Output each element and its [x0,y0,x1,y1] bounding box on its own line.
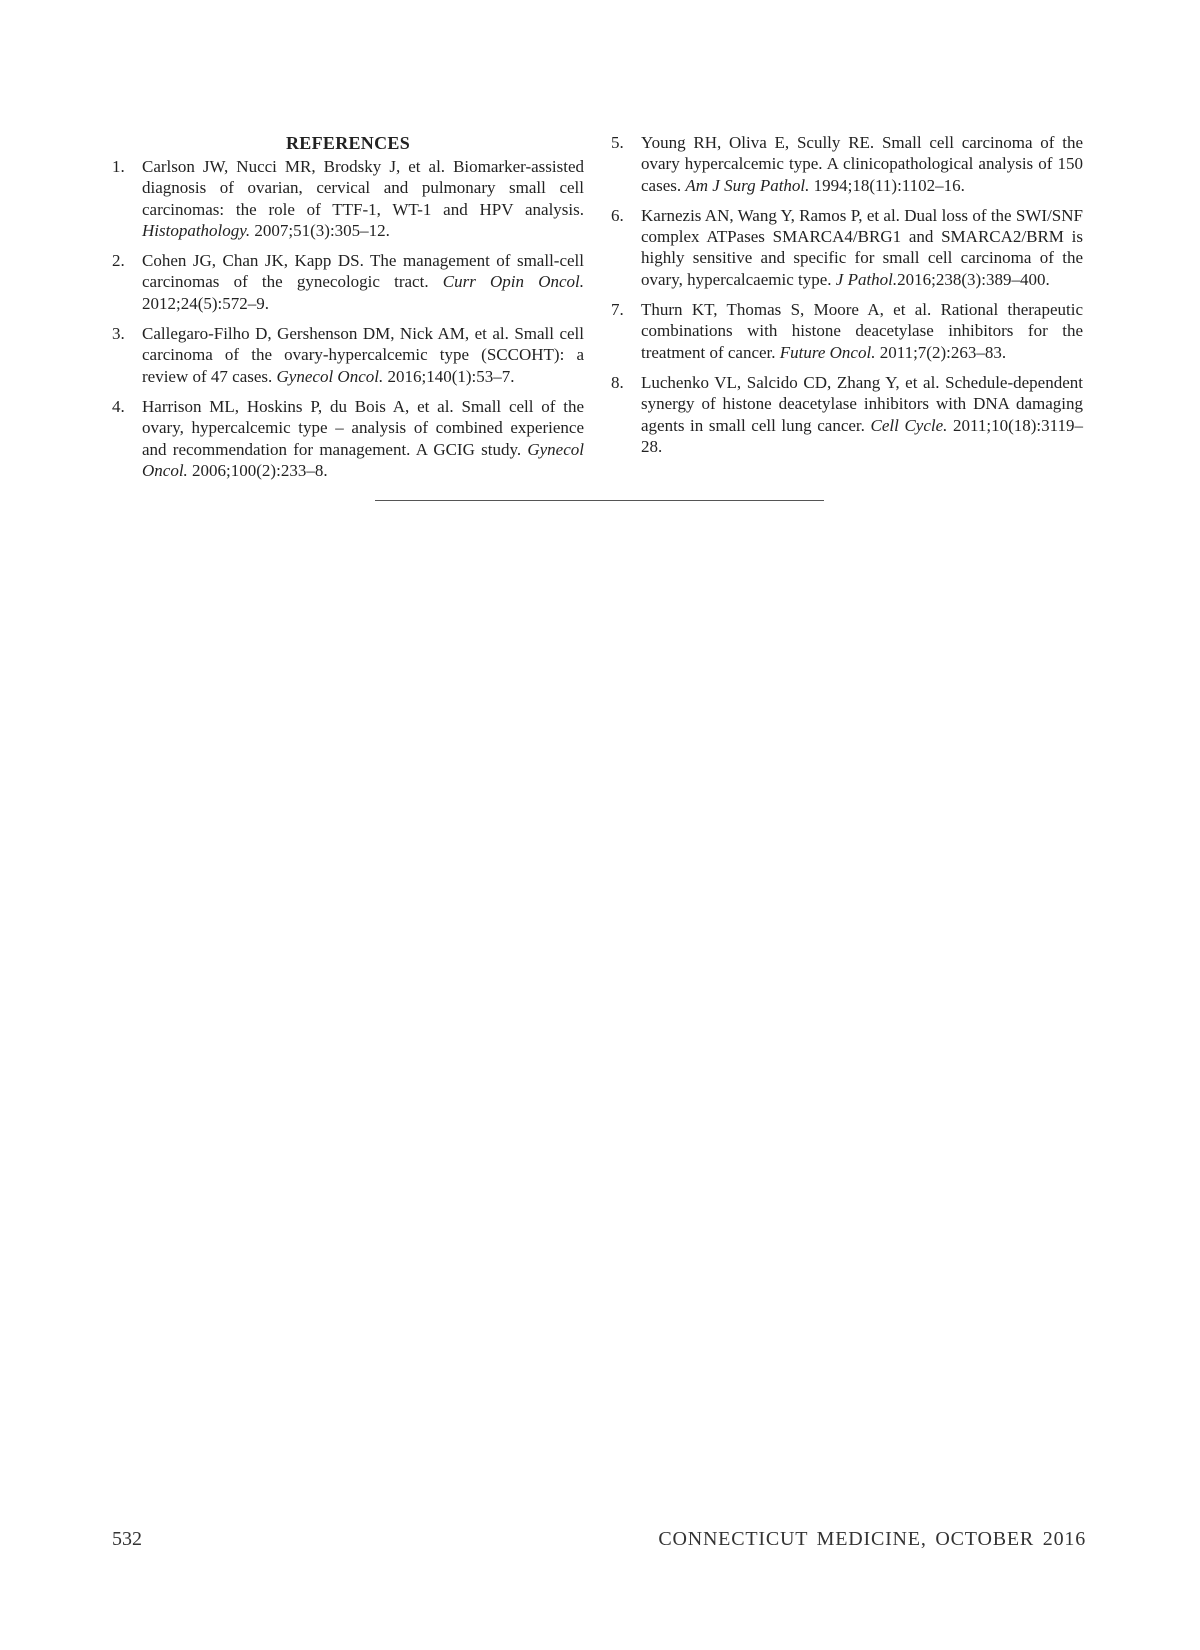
reference-citation: 2011;10(18):3119–28. [641,415,1084,456]
reference-item [112,250,584,314]
reference-body [641,132,1083,196]
reference-text: Luchenko VL, Salcido CD, Zhang Y, et al. Schedule-dependent synergy of histone deacetylase inhibitors with DNA damaging agents in small cell lung cancer. [641,372,1083,435]
reference-item [611,299,1083,363]
reference-text: Cohen JG, Chan JK, Kapp DS. The management of small-cell carcinomas of the gynecologic tract. [142,251,584,292]
reference-citation: 2011;7(2):263–83. [879,342,1007,362]
running-title: CONNECTICUT MEDICINE, OCTOBER 2016 [658,1528,1086,1550]
reference-journal: Curr Opin Oncol. [442,272,585,292]
reference-body [142,156,584,241]
reference-number: 8. [611,372,624,392]
reference-journal: Cell Cycle. [870,415,948,435]
reference-item [611,132,1083,196]
reference-item [611,372,1083,457]
reference-item [611,205,1083,290]
reference-item [112,323,584,387]
reference-citation: 2012;24(5):572–9. [142,293,270,313]
reference-journal: Gynecol Oncol. [142,439,584,480]
reference-number: 4. [112,396,125,416]
reference-journal: Future Oncol. [779,342,876,362]
reference-body [641,205,1083,290]
reference-text: Callegaro-Filho D, Gershenson DM, Nick AM, et al. Small cell carcinoma of the ovary-hypercalcemic type (SCCOHT): a review of 47 cases. [142,324,584,386]
reference-number: 6. [611,205,624,225]
reference-item [112,156,584,241]
page-number: 532 [112,1528,142,1550]
reference-body [641,299,1083,363]
reference-number: 1. [112,157,125,176]
reference-number: 7. [611,300,624,320]
reference-journal: J Pathol. [835,269,898,289]
reference-citation: 2016;238(3):389–400. [897,269,1050,289]
references-column-left [112,132,584,490]
section-divider [375,500,824,501]
reference-text: Harrison ML, Hoskins P, du Bois A, et al. Small cell of the ovary, hypercalcemic type – analysis of combined experience and recommendation for management. A GCIG study. [142,396,584,459]
reference-body [641,372,1083,457]
reference-citation: 2016;140(1):53–7. [387,366,515,386]
reference-text: Thurn KT, Thomas S, Moore A, et al. Rational therapeutic combinations with histone deacetylase inhibitors for the treatment of cancer. [641,300,1083,362]
reference-item [112,396,584,481]
reference-number: 3. [112,324,125,344]
reference-text: Karnezis AN, Wang Y, Ramos P, et al. Dual loss of the SWI/SNF complex ATPases SMARCA4/BRG1 and SMARCA2/BRM is highly sensitive and specific for small cell carcinoma of the ovary, hypercalcaemic type. [641,205,1083,289]
reference-citation: 1994;18(11):1102–16. [813,175,965,195]
references-column-right [611,132,1083,466]
reference-number: 2. [112,251,125,271]
reference-journal: Histopathology. [142,220,251,240]
reference-journal: Am J Surg Pathol. [685,175,810,195]
reference-text: Carlson JW, Nucci MR, Brodsky J, et al. Biomarker-assisted diagnosis of ovarian, cervical and pulmonary small cell carcinomas: the role of TTF-1, WT-1 and HPV analysis. [142,157,584,219]
reference-body [142,250,584,314]
reference-citation: 2006;100(2):233–8. [192,460,328,480]
reference-journal: Gynecol Oncol. [276,366,384,386]
reference-number: 5. [611,133,624,152]
references-heading: REFERENCES [285,133,411,153]
reference-citation: 2007;51(3):305–12. [254,220,390,240]
reference-text: Young RH, Oliva E, Scully RE. Small cell carcinoma of the ovary hypercalcemic type. A clinicopathological analysis of 150 cases. [641,133,1083,195]
reference-body [142,396,584,481]
reference-body [142,323,584,387]
